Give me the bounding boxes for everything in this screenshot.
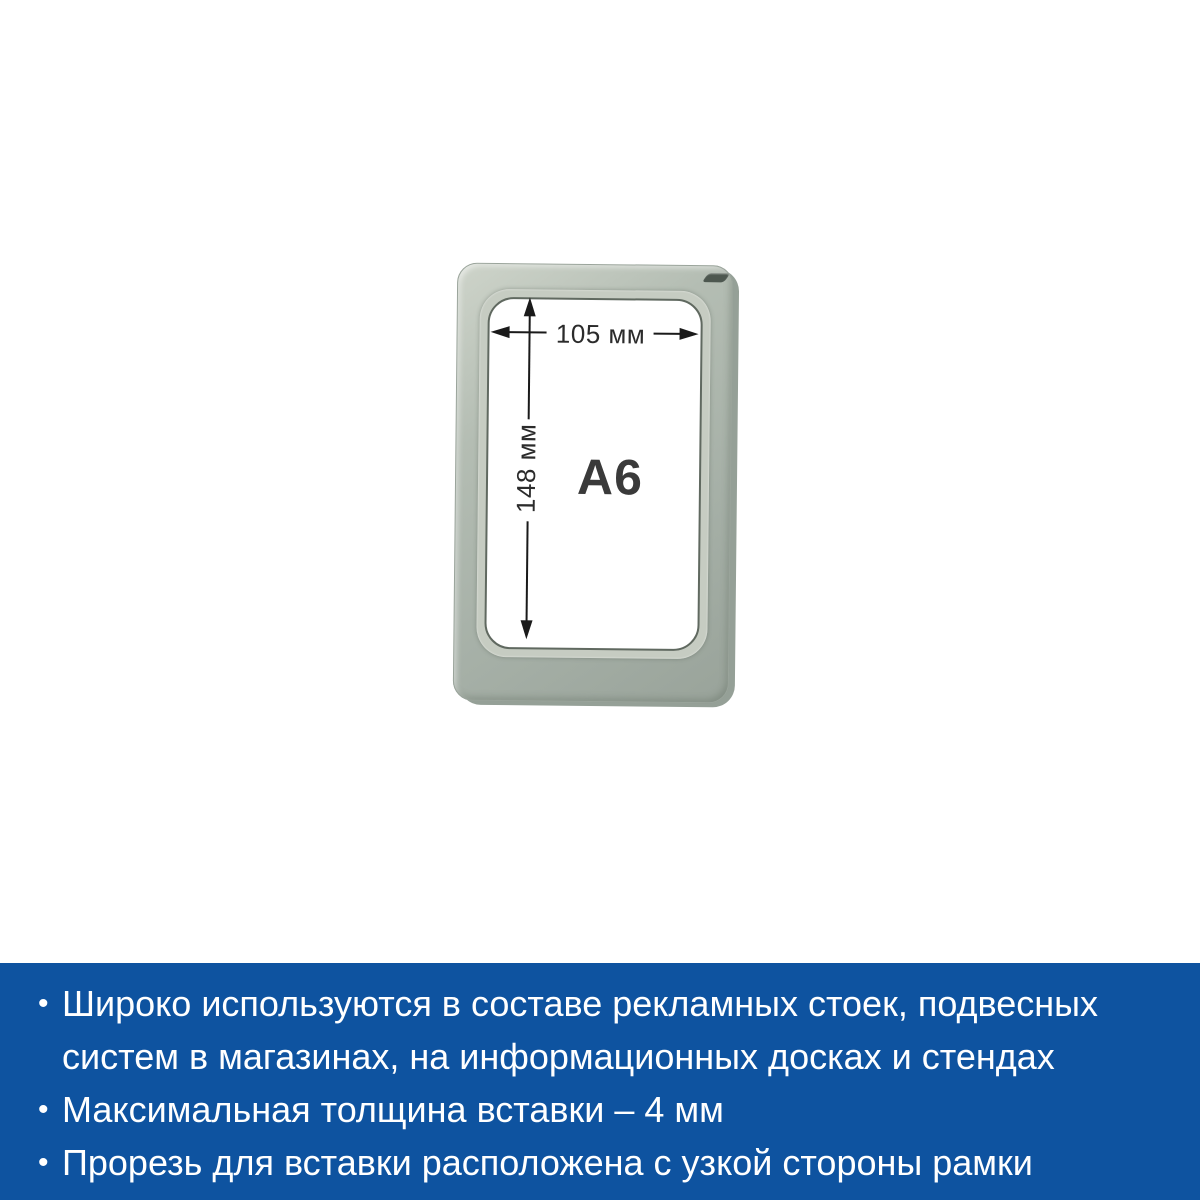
bullet-icon: • <box>38 1146 49 1179</box>
bullet-spacer <box>38 1030 62 1083</box>
bullet-icon: • <box>38 987 49 1020</box>
feature-line <box>38 1083 1180 1136</box>
feature-text: систем в магазинах, на информационных досках и стендах <box>62 1036 1055 1077</box>
bullet-icon: • <box>38 1093 49 1126</box>
feature-line-continuation <box>38 1030 1180 1083</box>
price-tag-frame <box>453 263 734 704</box>
format-label: А6 <box>576 448 644 506</box>
width-dimension-line-right <box>654 333 683 335</box>
feature-text: Широко используются в составе рекламных стоек, подвесных <box>62 983 1099 1024</box>
footer-info-bar <box>0 963 1200 1200</box>
width-dimension-line-left <box>508 331 547 333</box>
height-dimension-label: 148 мм <box>510 423 542 514</box>
width-dimension-label: 105 мм <box>555 318 646 350</box>
arrow-down-icon <box>520 620 532 639</box>
feature-text: Максимальная толщина вставки – 4 мм <box>62 1089 724 1130</box>
arrow-right-icon <box>680 328 699 340</box>
feature-line <box>38 1136 1180 1189</box>
feature-text: Прорезь для вставки расположена с узкой стороны рамки <box>62 1142 1033 1183</box>
feature-line <box>38 977 1180 1030</box>
